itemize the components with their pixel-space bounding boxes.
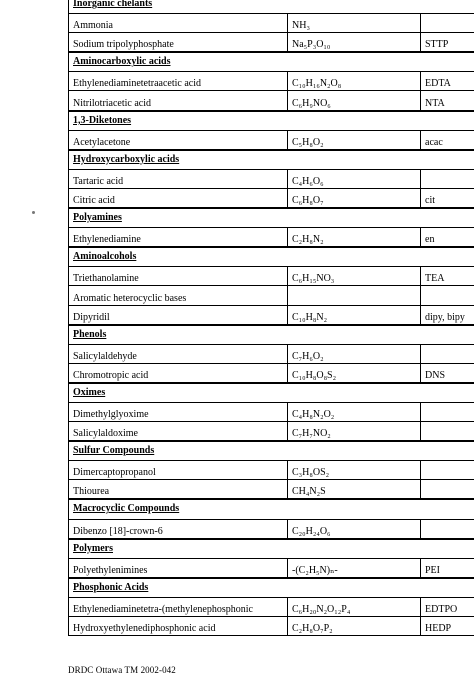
compound-name-cell: Nitrilotriacetic acid [69, 91, 288, 111]
compound-row [69, 130, 474, 150]
compound-row [69, 597, 474, 616]
category-heading: Sulfur Compounds [69, 441, 474, 461]
abbreviation-cell [421, 14, 474, 33]
abbreviation-cell [421, 402, 474, 421]
compound-name-cell: Dibenzo [18]-crown-6 [69, 519, 288, 539]
formula-cell: C₁₀H₁₆N₂O₈ [288, 72, 421, 91]
compound-row [69, 422, 474, 442]
compound-row [69, 91, 474, 111]
abbreviation-cell [421, 422, 474, 442]
compound-row [69, 617, 474, 636]
compound-name-cell: Dipyridil [69, 305, 288, 325]
compound-name-cell: Ethylenediaminetetra-(methylenephosphonic [69, 597, 288, 616]
chelants-table [68, 0, 474, 636]
formula-cell: C₂₀H₂₄O₆ [288, 519, 421, 539]
stray-dot-mark [32, 211, 35, 214]
compound-name-cell: Tartaric acid [69, 169, 288, 188]
abbreviation-cell: PEI [421, 558, 474, 578]
abbreviation-cell [421, 480, 474, 500]
formula-cell: C₆H₂₀N₂O₁₂P₄ [288, 597, 421, 616]
formula-cell: C₆H₉NO₆ [288, 91, 421, 111]
formula-cell: C₆H₁₅NO₃ [288, 267, 421, 286]
formula-cell: C₇H₇NO₂ [288, 422, 421, 442]
category-row [69, 539, 474, 559]
category-row [69, 0, 474, 14]
category-heading: Macrocyclic Compounds [69, 499, 474, 519]
compound-name-cell: Ethylenediamine [69, 228, 288, 248]
abbreviation-cell: EDTPO [421, 597, 474, 616]
compound-row [69, 519, 474, 539]
abbreviation-cell: TEA [421, 267, 474, 286]
compound-row [69, 33, 474, 53]
compound-name-cell: Salicylaldehyde [69, 344, 288, 363]
category-heading: Phenols [69, 325, 474, 345]
compound-name-cell: Ammonia [69, 14, 288, 33]
compound-row [69, 305, 474, 325]
abbreviation-cell [421, 344, 474, 363]
category-heading: Aminocarboxylic acids [69, 52, 474, 72]
category-heading: Phosphonic Acids [69, 578, 474, 598]
compound-row [69, 558, 474, 578]
category-heading: Hydroxycarboxylic acids [69, 150, 474, 170]
compound-name-cell: Acetylacetone [69, 130, 288, 150]
category-row [69, 383, 474, 403]
compound-name-cell: Polyethylenimines [69, 558, 288, 578]
compound-name-cell: Dimethylglyoxime [69, 402, 288, 421]
chelants-table-body [69, 0, 474, 636]
abbreviation-cell: HEDP [421, 617, 474, 636]
category-heading: Inorganic chelants [69, 0, 474, 14]
compound-name-cell: Aromatic heterocyclic bases [69, 286, 288, 305]
compound-name-cell: Triethanolamine [69, 267, 288, 286]
category-row [69, 325, 474, 345]
compound-name-cell: Hydroxyethylenediphosphonic acid [69, 617, 288, 636]
compound-name-cell: Chromotropic acid [69, 363, 288, 383]
category-row [69, 111, 474, 131]
abbreviation-cell: NTA [421, 91, 474, 111]
abbreviation-cell: DNS [421, 363, 474, 383]
compound-row [69, 169, 474, 188]
abbreviation-cell: dipy, bipy [421, 305, 474, 325]
compound-name-cell: Dimercaptopropanol [69, 461, 288, 480]
abbreviation-cell [421, 286, 474, 305]
compound-row [69, 14, 474, 33]
compound-row [69, 402, 474, 421]
abbreviation-cell: acac [421, 130, 474, 150]
formula-cell: NH₃ [288, 14, 421, 33]
category-row [69, 247, 474, 267]
abbreviation-cell [421, 519, 474, 539]
category-row [69, 578, 474, 598]
formula-cell: C₁₀H₈O₈S₂ [288, 363, 421, 383]
formula-cell: C₇H₆O₂ [288, 344, 421, 363]
compound-row [69, 461, 474, 480]
compound-row [69, 286, 474, 305]
category-heading: Polymers [69, 539, 474, 559]
compound-name-cell: Sodium tripolyphosphate [69, 33, 288, 53]
abbreviation-cell: EDTA [421, 72, 474, 91]
category-heading: Aminoalcohols [69, 247, 474, 267]
compound-name-cell: Thiourea [69, 480, 288, 500]
compound-row [69, 480, 474, 500]
category-heading: Oximes [69, 383, 474, 403]
formula-cell: -(C₂H₅N)ₙ- [288, 558, 421, 578]
category-row [69, 441, 474, 461]
abbreviation-cell: STTP [421, 33, 474, 53]
abbreviation-cell [421, 169, 474, 188]
formula-cell [288, 286, 421, 305]
formula-cell: C₃H₈OS₂ [288, 461, 421, 480]
formula-cell: C₂H₈N₂ [288, 228, 421, 248]
formula-cell: C₆H₈O₇ [288, 188, 421, 208]
abbreviation-cell: en [421, 228, 474, 248]
compound-row [69, 188, 474, 208]
abbreviation-cell [421, 461, 474, 480]
compound-name-cell: Salicylaldoxime [69, 422, 288, 442]
category-row [69, 150, 474, 170]
compound-row [69, 363, 474, 383]
formula-cell: C₄H₆O₆ [288, 169, 421, 188]
compound-row [69, 228, 474, 248]
formula-cell: C₅H₈O₂ [288, 130, 421, 150]
page-footer: DRDC Ottawa TM 2002-042 [68, 665, 176, 675]
formula-cell: C₄H₈N₂O₂ [288, 402, 421, 421]
formula-cell: C₂H₈O₇P₂ [288, 617, 421, 636]
category-heading: Polyamines [69, 208, 474, 228]
formula-cell: CH₄N₂S [288, 480, 421, 500]
category-row [69, 499, 474, 519]
abbreviation-cell: cit [421, 188, 474, 208]
formula-cell: Na₅P₃O₁₀ [288, 33, 421, 53]
compound-row [69, 267, 474, 286]
compound-name-cell: Ethylenediaminetetraacetic acid [69, 72, 288, 91]
category-row [69, 208, 474, 228]
formula-cell: C₁₀H₈N₂ [288, 305, 421, 325]
compound-name-cell: Citric acid [69, 188, 288, 208]
compound-row [69, 72, 474, 91]
compound-row [69, 344, 474, 363]
category-heading: 1,3-Diketones [69, 111, 474, 131]
category-row [69, 52, 474, 72]
